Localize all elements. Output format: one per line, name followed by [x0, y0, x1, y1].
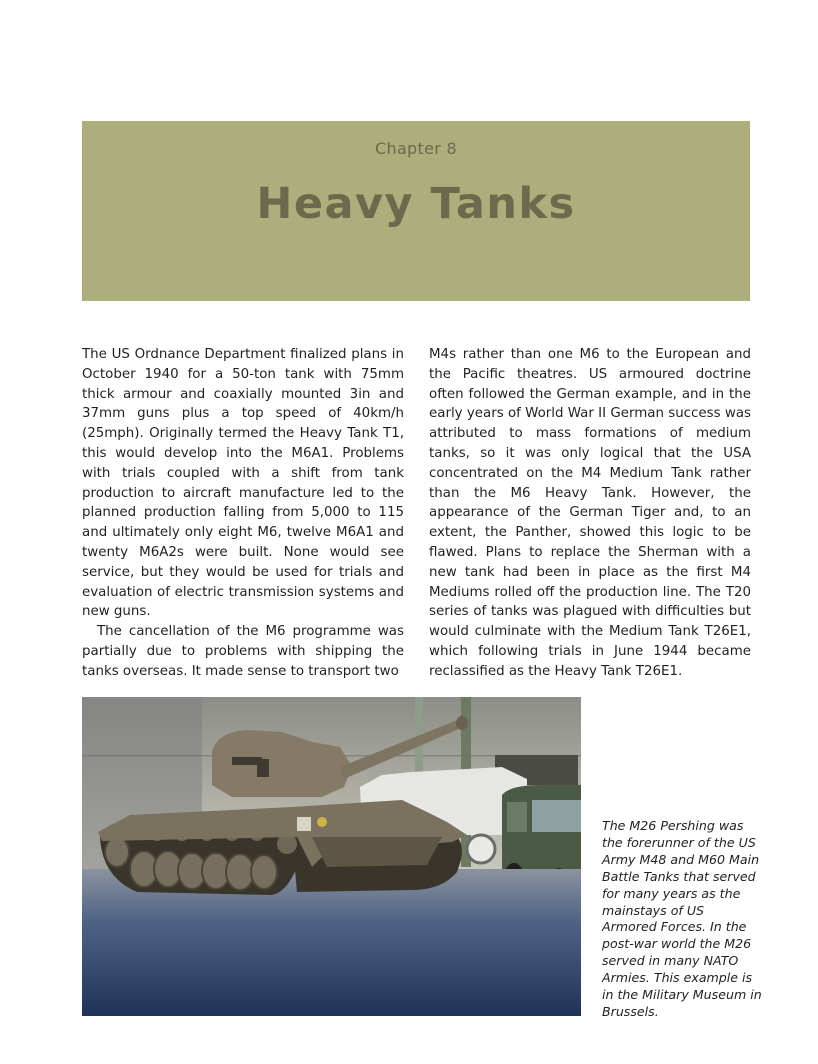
- paragraph: The cancellation of the M6 programme was partially due to problems with shipping the tanks overseas. It made sense to transport two: [82, 624, 404, 679]
- paragraph: M4s rather than one M6 to the European and the Pacific theatres. US armoured doctrine often followed the German example, and in the early years of World War II German success was attributed to mass formations of medium tanks, so it was only logical that the USA concentrated on the M4 Medium Tank rather than the M6 Heavy Tank. However, the appearance of the German Tiger and, to an extent, the Panther, showed this logic to be flawed. Plans to replace the Sherman with a new tank had been in place as the first M4 Mediums rolled off the production line. The T20 series of tanks was plagued with difficulties but would culminate with the Medium Tank T26E1, which following trials in June 1944 became reclassified as the Heavy Tank T26E1.: [429, 347, 751, 679]
- chapter-title: Heavy Tanks: [256, 179, 576, 229]
- figure-caption: The M26 Pershing was the forerunner of the US Army M48 and M60 Main Battle Tanks that served for many years as the mainstays of US Armored Forces. In the post-war world the M26 served in many NATO Armies. This example is in the Military Museum in Brussels.: [602, 818, 762, 1019]
- chapter-number: Chapter 8: [375, 139, 457, 158]
- body-column-right: [429, 345, 751, 682]
- tank-photo: [82, 697, 581, 1016]
- chapter-banner: [82, 121, 750, 301]
- paragraph: The US Ordnance Department finalized plans in October 1940 for a 50-ton tank with 75mm thick armour and coaxially mounted 3in and 37mm guns plus a top speed of 40km/h (25mph). Originally termed the Heavy Tank T1, this would develop into the M6A1. Problems with trials coupled with a shift from tank production to aircraft manufacture led to the planned production falling from 5,000 to 115 and ultimately only eight M6, twelve M6A1 and twenty M6A2s were built. None would see service, but they would be used for trials and evaluation of electric transmission systems and new guns.: [82, 347, 404, 620]
- body-column-left: [82, 345, 404, 682]
